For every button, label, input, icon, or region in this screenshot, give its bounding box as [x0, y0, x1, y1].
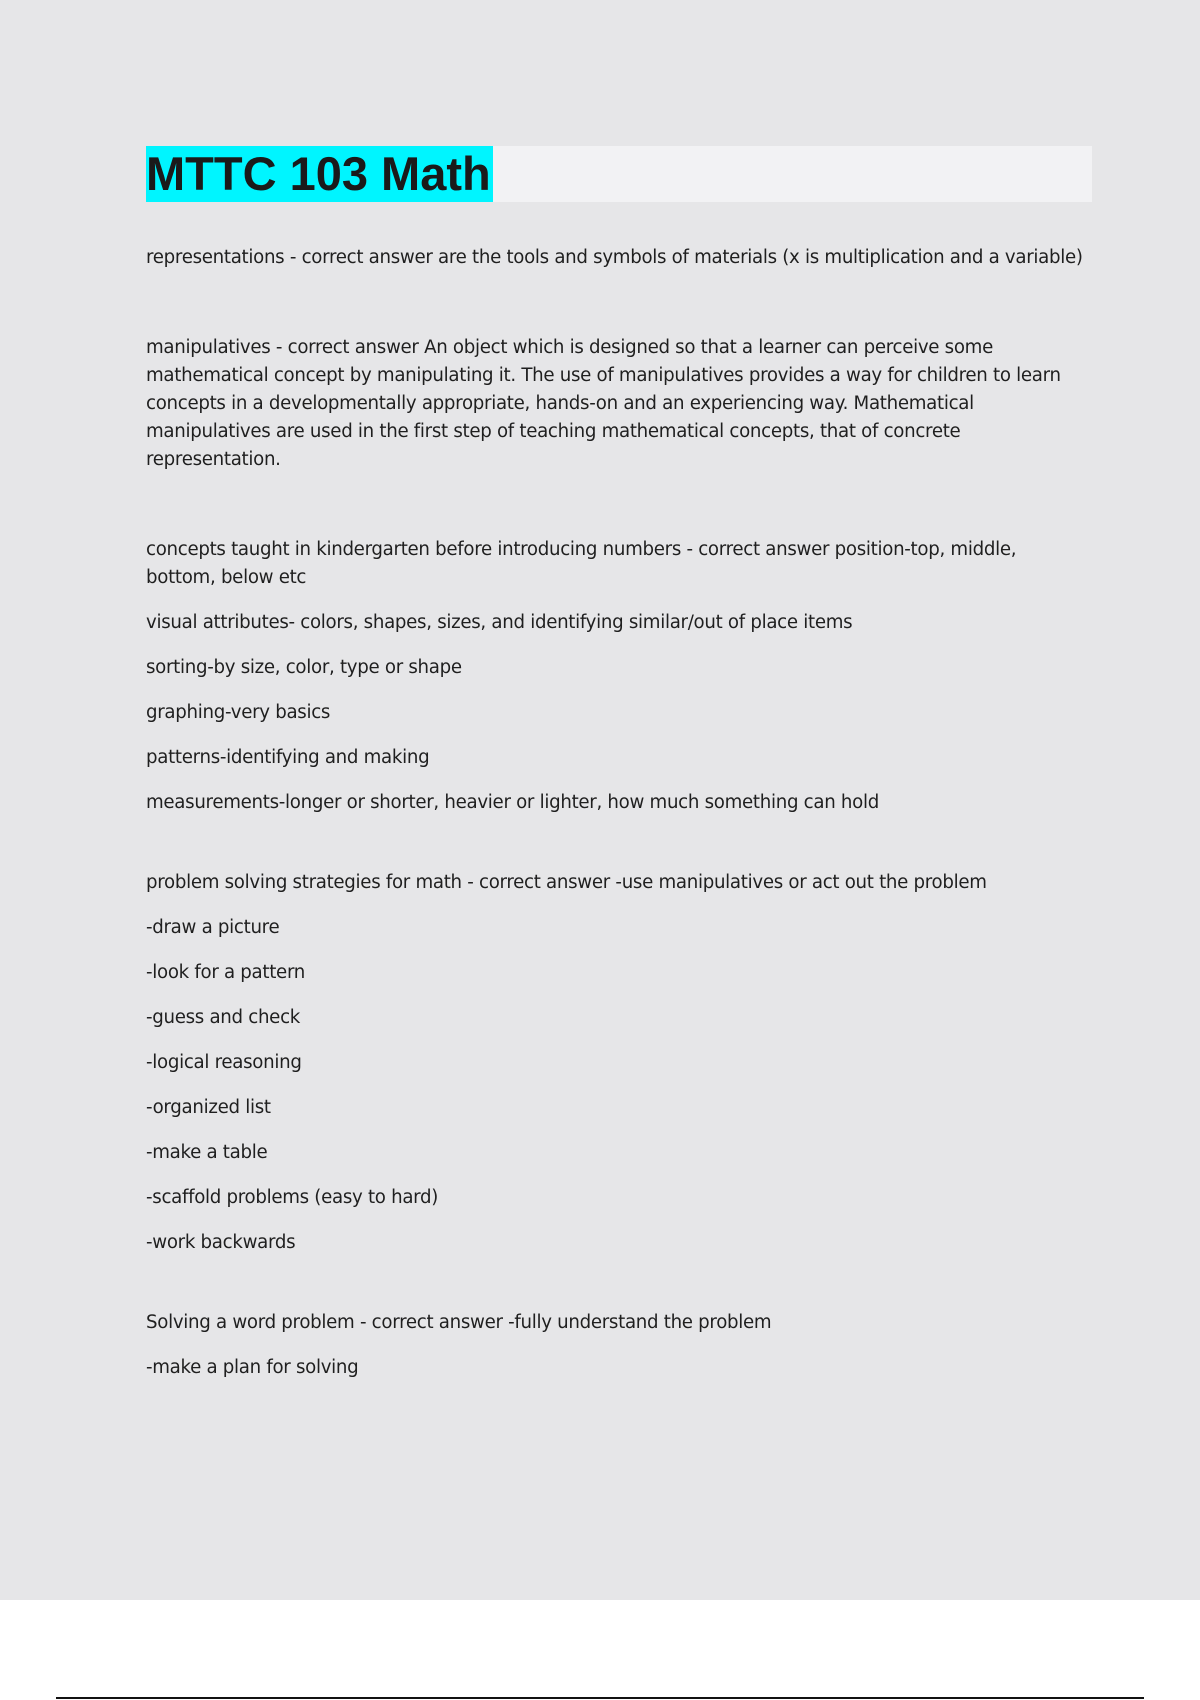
entry-line: -make a plan for solving	[146, 1357, 359, 1378]
entry-manipulatives	[146, 334, 1086, 474]
entry-line: -work backwards	[146, 1232, 296, 1253]
entry-line: Solving a word problem - correct answer -fully understand the problem	[146, 1312, 772, 1333]
entry-line: problem solving strategies for math - correct answer -use manipulatives or act out the problem	[146, 872, 987, 893]
entry-line: representations - correct answer are the tools and symbols of materials (x is multiplication and a variable)	[146, 247, 1083, 268]
entry-line: concepts taught in kindergarten before introducing numbers - correct answer position-top, middle, bottom, below etc	[146, 539, 1017, 588]
document-body	[146, 244, 1086, 1444]
entry-line: -guess and check	[146, 1007, 301, 1028]
entry-line: measurements-longer or shorter, heavier or lighter, how much something can hold	[146, 792, 879, 813]
entry-line: -logical reasoning	[146, 1052, 302, 1073]
entry-line: sorting-by size, color, type or shape	[146, 657, 462, 678]
entry-line: -make a table	[146, 1142, 268, 1163]
footer-divider	[56, 1697, 1144, 1699]
entry-line: visual attributes- colors, shapes, sizes, and identifying similar/out of place items	[146, 612, 853, 633]
entry-kindergarten-concepts	[146, 536, 1086, 817]
entry-line: graphing-very basics	[146, 702, 331, 723]
entry-line: -scaffold problems (easy to hard)	[146, 1187, 439, 1208]
entry-line: -draw a picture	[146, 917, 280, 938]
page-title: MTTC 103 Math	[146, 147, 491, 200]
entry-line: -look for a pattern	[146, 962, 306, 983]
entry-word-problem	[146, 1309, 1086, 1382]
entry-line: -organized list	[146, 1097, 271, 1118]
entry-line: patterns-identifying and making	[146, 747, 430, 768]
entry-representations	[146, 244, 1086, 272]
entry-problem-solving-strategies	[146, 869, 1086, 1257]
entry-line: manipulatives - correct answer An object which is designed so that a learner can perceive some mathematical concept by manipulating it. The use of manipulatives provides a way for children to learn concepts in a developmentally appropriate, hands-on and an experiencing way. Mathematical manipulatives are used in the first step of teaching mathematical concepts, that of concrete representation.	[146, 337, 1061, 470]
